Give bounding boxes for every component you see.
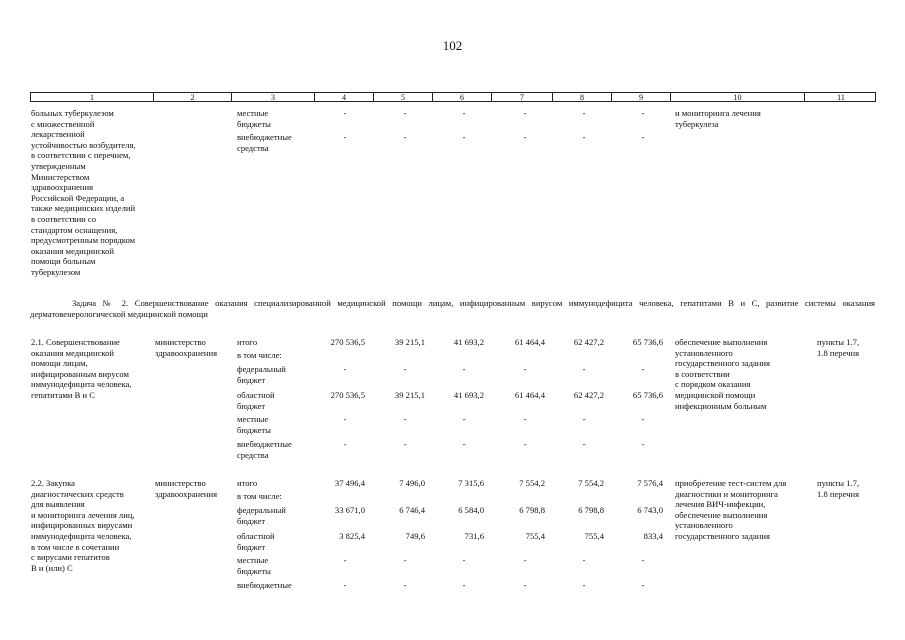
- header-col-8: 8: [552, 93, 611, 101]
- funding-source-label: федеральный бюджет: [237, 364, 286, 385]
- continued-result: и мониторинга лечения туберкулеза: [675, 108, 761, 129]
- header-col-6: 6: [432, 93, 491, 101]
- funding-value-col-8: 6 798,8: [578, 505, 604, 515]
- header-col-10: 10: [670, 93, 804, 101]
- funding-value-col-8: -: [582, 108, 586, 118]
- funding-value-col-6: -: [462, 414, 466, 424]
- funding-source-label: итого: [237, 337, 258, 347]
- funding-source-label: в том числе:: [237, 491, 282, 501]
- funding-value-col-6: -: [462, 364, 466, 374]
- measure-2-1-result: обеспечение выполнения установленного государственного задания в соответствии с порядком оказания медицинской помощи инфекционным больным: [675, 337, 770, 411]
- funding-value-col-7: -: [523, 364, 527, 374]
- funding-source-label: местные бюджеты: [237, 108, 271, 129]
- funding-value-col-8: 755,4: [584, 531, 604, 541]
- funding-value-col-4: 37 496,4: [334, 478, 365, 488]
- header-col-3: 3: [231, 93, 314, 101]
- funding-value-col-9: 7 576,4: [637, 478, 663, 488]
- funding-value-col-9: -: [641, 580, 645, 590]
- funding-value-col-9: -: [641, 108, 645, 118]
- funding-value-col-4: -: [343, 439, 347, 449]
- funding-value-col-7: -: [523, 108, 527, 118]
- funding-source-label: итого: [237, 478, 258, 488]
- header-col-4: 4: [314, 93, 373, 101]
- funding-value-col-9: -: [641, 132, 645, 142]
- funding-value-col-4: -: [343, 108, 347, 118]
- measure-2-1-reference: пункты 1.7, 1.8 перечня: [817, 337, 860, 358]
- funding-value-col-6: -: [462, 108, 466, 118]
- continued-measure-name: больных туберкулезом с множественной лекарственной устойчивостью возбудителя, в соответствии с перечнем, утвержденным Министерством здравоохранения Российской Федерации, а также медицинских изделий в соответствии со стандартом оснащения, предусмотренным порядком оказания медицинской помощи больным туберкулезом: [31, 108, 136, 277]
- funding-value-col-4: -: [343, 580, 347, 590]
- funding-value-col-8: -: [582, 364, 586, 374]
- funding-value-col-9: 833,4: [643, 531, 663, 541]
- header-col-2: 2: [153, 93, 231, 101]
- funding-value-col-5: 6 746,4: [399, 505, 425, 515]
- funding-value-col-9: -: [641, 414, 645, 424]
- funding-source-label: областной бюджет: [237, 531, 275, 552]
- funding-source-label: областной бюджет: [237, 390, 275, 411]
- funding-source-label: внебюджетные: [237, 580, 292, 590]
- funding-value-col-5: 39 215,1: [394, 337, 425, 347]
- funding-value-col-5: -: [403, 580, 407, 590]
- funding-value-col-6: 731,6: [464, 531, 484, 541]
- funding-source-label: внебюджетные средства: [237, 439, 292, 460]
- funding-source-label: внебюджетные средства: [237, 132, 292, 153]
- funding-value-col-7: 7 554,2: [519, 478, 545, 488]
- funding-value-col-5: 7 496,0: [399, 478, 425, 488]
- funding-value-col-9: 65 736,6: [632, 337, 663, 347]
- funding-value-col-5: 39 215,1: [394, 390, 425, 400]
- measure-2-2-reference: пункты 1.7, 1.8 перечня: [817, 478, 860, 499]
- funding-value-col-9: -: [641, 439, 645, 449]
- funding-value-col-4: 270 536,5: [330, 390, 365, 400]
- funding-value-col-8: 62 427,2: [573, 337, 604, 347]
- task-2-heading: Задача № 2. Совершенствование оказания специализированной медицинской помощи лицам, инфицированным вирусом иммунодефицита человека, гепатитами B и C, развитие системы оказания дерматовенерологической медицинской помощи: [30, 298, 875, 319]
- funding-value-col-8: -: [582, 132, 586, 142]
- funding-source-label: федеральный бюджет: [237, 505, 286, 526]
- funding-value-col-4: 3 825,4: [339, 531, 365, 541]
- header-col-11: 11: [804, 93, 877, 101]
- funding-value-col-6: 41 693,2: [453, 337, 484, 347]
- funding-value-col-6: -: [462, 439, 466, 449]
- funding-value-col-4: 270 536,5: [330, 337, 365, 347]
- funding-value-col-8: -: [582, 414, 586, 424]
- page-number: 102: [442, 38, 463, 53]
- funding-value-col-5: -: [403, 132, 407, 142]
- header-col-9: 9: [611, 93, 670, 101]
- funding-value-col-7: 61 464,4: [514, 337, 545, 347]
- funding-value-col-4: -: [343, 555, 347, 565]
- measure-2-2-executor: министерство здравоохранения: [155, 478, 218, 499]
- funding-source-label: местные бюджеты: [237, 555, 271, 576]
- measure-2-2-result: приобретение тест-систем для диагностики и мониторинга лечения ВИЧ-инфекции, обеспечение выполнения установленного государственного задания: [675, 478, 787, 541]
- measure-2-2-name: 2.2. Закупка диагностических средств для выявления и мониторинга лечения лиц, инфицированных вирусами иммунодефицита человека, в том числе в сочетании с вирусами гепатитов B и (или) C: [31, 478, 135, 573]
- funding-value-col-8: 62 427,2: [573, 390, 604, 400]
- funding-value-col-4: 33 671,0: [334, 505, 365, 515]
- measure-2-1-name: 2.1. Совершенствование оказания медицинской помощи лицам, инфицированным вирусом иммунодефицита человека, гепатитами B и C: [31, 337, 132, 400]
- funding-value-col-7: -: [523, 580, 527, 590]
- funding-source-label: местные бюджеты: [237, 414, 271, 435]
- funding-value-col-9: -: [641, 555, 645, 565]
- funding-value-col-4: -: [343, 364, 347, 374]
- funding-value-col-9: 65 736,6: [632, 390, 663, 400]
- header-col-1: 1: [90, 93, 94, 102]
- measure-2-1-executor: министерство здравоохранения: [155, 337, 218, 358]
- funding-value-col-5: 749,6: [405, 531, 425, 541]
- funding-value-col-8: -: [582, 555, 586, 565]
- funding-value-col-8: 7 554,2: [578, 478, 604, 488]
- funding-value-col-8: -: [582, 439, 586, 449]
- funding-value-col-9: -: [641, 364, 645, 374]
- funding-value-col-7: 6 798,8: [519, 505, 545, 515]
- funding-value-col-5: -: [403, 439, 407, 449]
- funding-value-col-9: 6 743,0: [637, 505, 663, 515]
- funding-value-col-4: -: [343, 414, 347, 424]
- column-number-header: [30, 92, 876, 102]
- funding-value-col-4: -: [343, 132, 347, 142]
- funding-value-col-7: -: [523, 439, 527, 449]
- funding-value-col-5: -: [403, 414, 407, 424]
- funding-value-col-6: -: [462, 132, 466, 142]
- funding-value-col-8: -: [582, 580, 586, 590]
- funding-value-col-5: -: [403, 555, 407, 565]
- funding-value-col-5: -: [403, 364, 407, 374]
- funding-source-label: в том числе:: [237, 350, 282, 360]
- funding-value-col-6: 6 584,0: [458, 505, 484, 515]
- funding-value-col-5: -: [403, 108, 407, 118]
- header-col-7: 7: [491, 93, 552, 101]
- funding-value-col-6: -: [462, 580, 466, 590]
- funding-value-col-6: 7 315,6: [458, 478, 484, 488]
- funding-value-col-6: -: [462, 555, 466, 565]
- funding-value-col-6: 41 693,2: [453, 390, 484, 400]
- funding-value-col-7: 755,4: [525, 531, 545, 541]
- funding-value-col-7: -: [523, 414, 527, 424]
- funding-value-col-7: 61 464,4: [514, 390, 545, 400]
- funding-value-col-7: -: [523, 555, 527, 565]
- funding-value-col-7: -: [523, 132, 527, 142]
- header-col-5: 5: [373, 93, 432, 101]
